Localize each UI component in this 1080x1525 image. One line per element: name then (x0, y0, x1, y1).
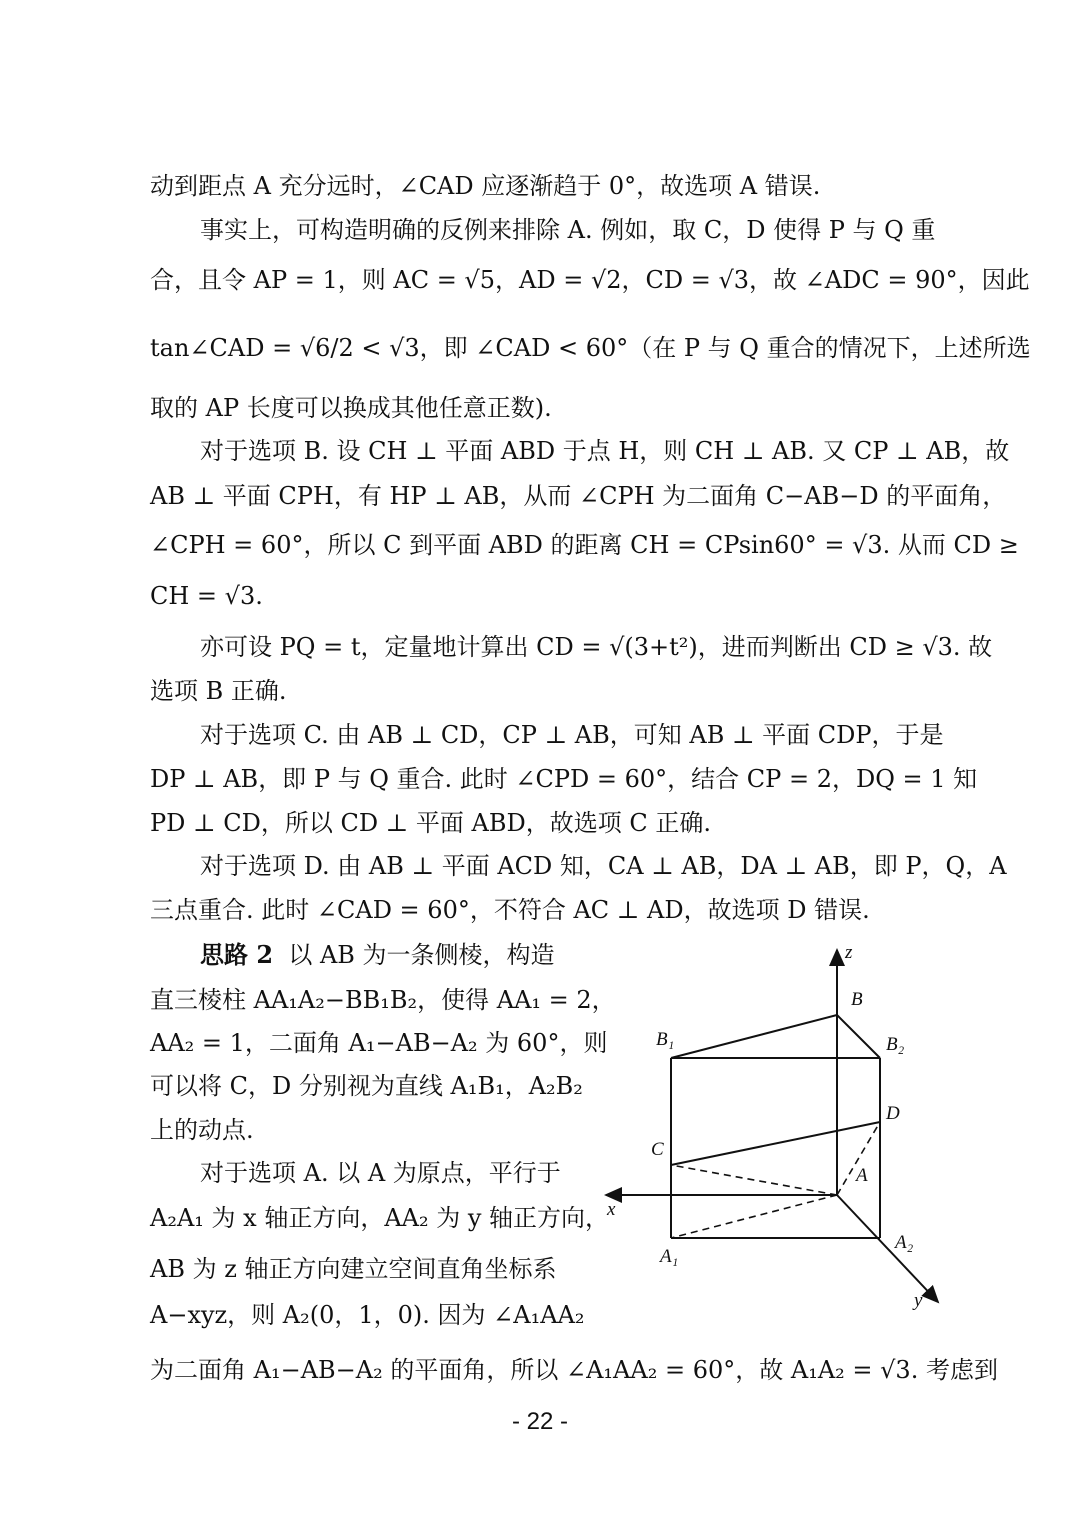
text-line-11: 选项 B 正确. (150, 677, 287, 705)
text-line-1: 动到距点 A 充分远时，∠CAD 应逐渐趋于 0°，故选项 A 错误. (150, 172, 821, 200)
edge-A-A1 (671, 1195, 837, 1238)
label-z: z (845, 942, 853, 963)
label-y: y (914, 1290, 923, 1311)
text-line-15: 对于选项 D. 由 AB ⊥ 平面 ACD 知，CA ⊥ AB，DA ⊥ AB，即 P，Q，A (200, 852, 1007, 880)
idea2-first-line (200, 940, 555, 970)
text-line-9: CH = √3. (150, 582, 263, 610)
label-x: x (607, 1199, 616, 1220)
label-C: C (651, 1139, 664, 1160)
text-line-8: ∠CPH = 60°，所以 C 到平面 ABD 的距离 CH = CPsin60° = √3. 从而 CD ≥ (150, 531, 1019, 559)
idea2-heading: 思路 2 (200, 940, 274, 969)
label-D: D (886, 1103, 900, 1124)
idea2-line-6: 对于选项 A. 以 A 为原点，平行于 (200, 1159, 561, 1187)
edge-B-B2 (837, 1015, 880, 1058)
label-B1: B₁ (656, 1029, 675, 1050)
label-A1: A₁ (660, 1246, 679, 1267)
y-axis (837, 1195, 938, 1302)
text-line-last: 为二面角 A₁−AB−A₂ 的平面角，所以 ∠A₁AA₂ = 60°，故 A₁A₂ = √3. 考虑到 (150, 1356, 998, 1384)
idea2-line-8: AB 为 z 轴正方向建立空间直角坐标系 (150, 1255, 557, 1283)
page-number: - 22 - (511, 1408, 568, 1435)
text-line-6: 对于选项 B. 设 CH ⊥ 平面 ABD 于点 H，则 CH ⊥ AB. 又 CP ⊥ AB，故 (200, 437, 1010, 465)
idea2-line-3: AA₂ = 1，二面角 A₁−AB−A₂ 为 60°，则 (150, 1029, 608, 1057)
text-line-5: 取的 AP 长度可以换成其他任意正数). (150, 394, 552, 422)
idea2-line-7: A₂A₁ 为 x 轴正方向，AA₂ 为 y 轴正方向， (150, 1204, 610, 1232)
idea2-line-4: 可以将 C，D 分别视为直线 A₁B₁，A₂B₂ (150, 1072, 583, 1100)
label-A: A (856, 1165, 868, 1186)
text-line-14: PD ⊥ CD，所以 CD ⊥ 平面 ABD，故选项 C 正确. (150, 809, 711, 837)
text-line-7: AB ⊥ 平面 CPH，有 HP ⊥ AB，从而 ∠CPH 为二面角 C−AB−D 的平面角， (150, 482, 1007, 510)
edge-B1-B (671, 1015, 837, 1058)
idea2-line-2: 直三棱柱 AA₁A₂−BB₁B₂，使得 AA₁ = 2， (150, 986, 616, 1014)
text-line-12: 对于选项 C. 由 AB ⊥ CD，CP ⊥ AB，可知 AB ⊥ 平面 CDP，于是 (200, 721, 944, 749)
text-line-16: 三点重合. 此时 ∠CAD = 60°，不符合 AC ⊥ AD，故选项 D 错误. (150, 896, 870, 924)
label-B2: B₂ (886, 1034, 905, 1055)
idea2-line-5: 上的动点. (150, 1116, 254, 1144)
idea2-line-1: 以 AB 为一条侧棱，构造 (288, 941, 555, 969)
text-line-2: 事实上，可构造明确的反例来排除 A. 例如，取 C，D 使得 P 与 Q 重 (200, 216, 936, 244)
text-line-13: DP ⊥ AB，即 P 与 Q 重合. 此时 ∠CPD = 60°，结合 CP = 2，DQ = 1 知 (150, 765, 978, 793)
label-A2: A₂ (895, 1232, 914, 1253)
text-line-10: 亦可设 PQ = t，定量地计算出 CD = √(3+t²)，进而判断出 CD ≥ √3. 故 (200, 633, 993, 661)
text-line-4: tan∠CAD = √6/2 < √3，即 ∠CAD < 60°（在 P 与 Q 重合的情况下，上述所选 (150, 334, 1031, 362)
segment-A-C (671, 1165, 837, 1195)
text-line-3: 合，且令 AP = 1，则 AC = √5，AD = √2，CD = √3，故 ∠ADC = 90°，因此 (150, 266, 1030, 294)
segment-C-D (671, 1122, 880, 1165)
idea2-line-9: A−xyz，则 A₂(0，1，0). 因为 ∠A₁AA₂ (150, 1301, 585, 1329)
prism-figure (590, 935, 950, 1320)
label-B: B (851, 989, 863, 1010)
